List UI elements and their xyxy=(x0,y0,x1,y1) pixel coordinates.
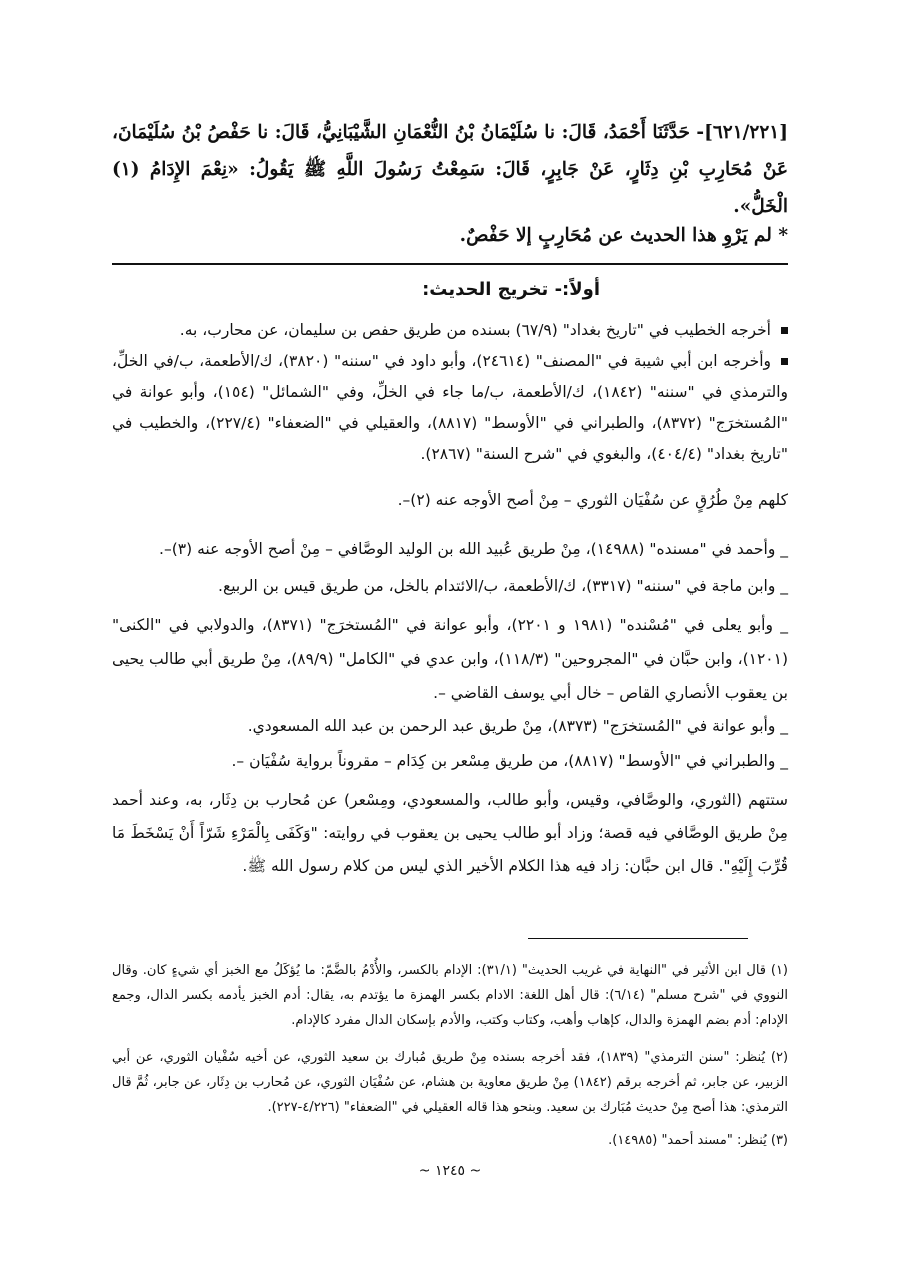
footnote-2: (٢) يُنظر: "سنن الترمذي" (١٨٣٩)، فقد أخرجه بسنده مِنْ طريق مُبارك بن سعيد الثوري، عن أخيه سُفْيان الثوري، عن أبي الزبير، عن جابر، ثم أخرجه برقم (١٨٤٢) مِنْ طريق معاوية بن هشام، عن سُفْيَان الثوري، عن مُحارب بن دِثَار، عن جابر، ثُمَّ قال الترمذي: هذا أصح مِنْ حديث مُبَارك بن سعيد. وبنحو هذا قاله العقيلي في "الضعفاء" (٤/٢٢٦-٢٢٧). xyxy=(112,1050,789,1115)
footnote-separator xyxy=(528,938,748,939)
footnote-3: (٣) يُنظر: "مسند أحمد" (١٤٩٨٥). xyxy=(608,1133,788,1148)
section-heading: أولاً:- تخريج الحديث: xyxy=(422,279,600,300)
footnote-1: (١) قال ابن الأثير في "النهاية في غريب الحديث" (٣١/١): الإدام بالكسر، والأُدْمُ بالضَّمّ: ما يُؤكَلُ مع الخبز أي شيءٍ كان. وقال النووي في "شرح مسلم" (٦/١٤): قال أهل اللغة: الادام بكسر الهمزة ما يؤتدم به، يقال: أدم الخبز يأدمه بكسر الدال، وجمع الإدام: أدم بضم الهمزة والدال، كإهاب وأهب، وكتاب وكتب، والأدم بإسكان الدال مفرد كالإدام. xyxy=(112,963,789,1028)
takhrij-paragraph-5: _ وابن ماجة في "سننه" (٣٣١٧)، ك/الأطعمة، ب/الائتدام بالخل، من طريق قيس بن الربيع. xyxy=(218,577,788,595)
takhrij-paragraph-2: وأخرجه ابن أبي شيبة في "المصنف" (٢٤٦١٤)، وأبو داود في "سننه" (٣٨٢٠)، ك/الأطعمة، ب/في الخلِّ، والترمذي في "سننه" (١٨٤٢)، ك/الأطعمة، ب/ما جاء في الخلِّ، وفي "الشمائل" (١٥٤)، وأبو عوانة في "المُستخرَج" (٨٣٧٢)، والطبراني في "الأوسط" (٨٨١٧)، والعقيلي في "الضعفاء" (٢٢٧/٤)، والخطيب في "تاريخ بغداد" (٤٠٤/٤)، والبغوي في "شرح السنة" (٢٨٦٧). xyxy=(112,352,788,463)
hadith-text: [٦٢١/٢٢١]- حَدَّثَنَا أَحْمَدُ، قَالَ: نا سُلَيْمَانُ بْنُ النُّعْمَانِ الشَّيْبَانِيُّ، قَالَ: نا حَفْصُ بْنُ سُلَيْمَانَ، عَنْ مُحَارِبِ بْنِ دِثَارٍ، عَنْ جَابِرٍ، قَالَ: سَمِعْتُ رَسُولَ اللَّهِ ﷺ يَقُولُ: «نِعْمَ الإِدَامُ (١) الْخَلُّ». xyxy=(112,122,788,217)
takhrij-paragraph-7: _ وأبو عوانة في "المُستخرَج" (٨٣٧٣)، مِنْ طريق عبد الرحمن بن عبد الله المسعودي. xyxy=(247,717,788,735)
bullet-icon xyxy=(781,358,788,365)
hadith-note: * لم يَرْوِ هذا الحديث عن مُحَارِبٍ إلا حَفْصٌ. xyxy=(459,225,788,246)
bullet-icon xyxy=(781,327,788,334)
takhrij-paragraph-3: كلهم مِنْ طُرُقٍ عن سُفْيَان الثوري – مِنْ أصح الأوجه عنه (٢)–. xyxy=(397,491,788,509)
takhrij-paragraph-6: _ وأبو يعلى في "مُسْنده" (١٩٨١ و ٢٢٠١)، وأبو عوانة في "المُستخرَج" (٨٣٧١)، والدولابي في "الكنى" (١٢٠١)، وابن حبَّان في "المجروحين" (١١٨/٣)، وابن عدي في "الكامل" (٨٩/٩)، مِنْ طريق أبي طالب يحيى بن يعقوب الأنصاري القاص – خال أبي يوسف القاضي –. xyxy=(112,616,789,702)
takhrij-paragraph-8: _ والطبراني في "الأوسط" (٨٨١٧)، من طريق مِسْعر بن كِدَام – مقروناً برواية سُفْيَان –. xyxy=(231,752,788,770)
takhrij-paragraph-4: _ وأحمد في "مسنده" (١٤٩٨٨)، مِنْ طريق عُبيد الله بن الوليد الوصَّافي – مِنْ أصح الأوجه عنه (٣)–. xyxy=(159,540,788,558)
takhrij-paragraph-9: ستتهم (الثوري، والوصَّافي، وقيس، وأبو طالب، والمسعودي، ومِسْعر) عن مُحارب بن دِثَار، به، وعند أحمد مِنْ طريق الوصَّافي فيه قصة؛ وزاد أبو طالب يحيى بن يعقوب في روايته: "وَكَفَى بِالْمَرْءِ شَرّاً أَنْ يَسْخَطَ مَا قُرِّبَ إِلَيْهِ". قال ابن حبَّان: زاد فيه هذا الكلام الأخير الذي ليس من كلام رسول الله ﷺ. xyxy=(112,791,788,875)
page-number: ~ ١٢٤٥ ~ xyxy=(418,1163,482,1179)
separator-rule xyxy=(112,263,788,265)
takhrij-paragraph-1: أخرجه الخطيب في "تاريخ بغداد" (٦٧/٩) بسنده من طريق حفص بن سليمان، عن محارب، به. xyxy=(112,315,788,345)
